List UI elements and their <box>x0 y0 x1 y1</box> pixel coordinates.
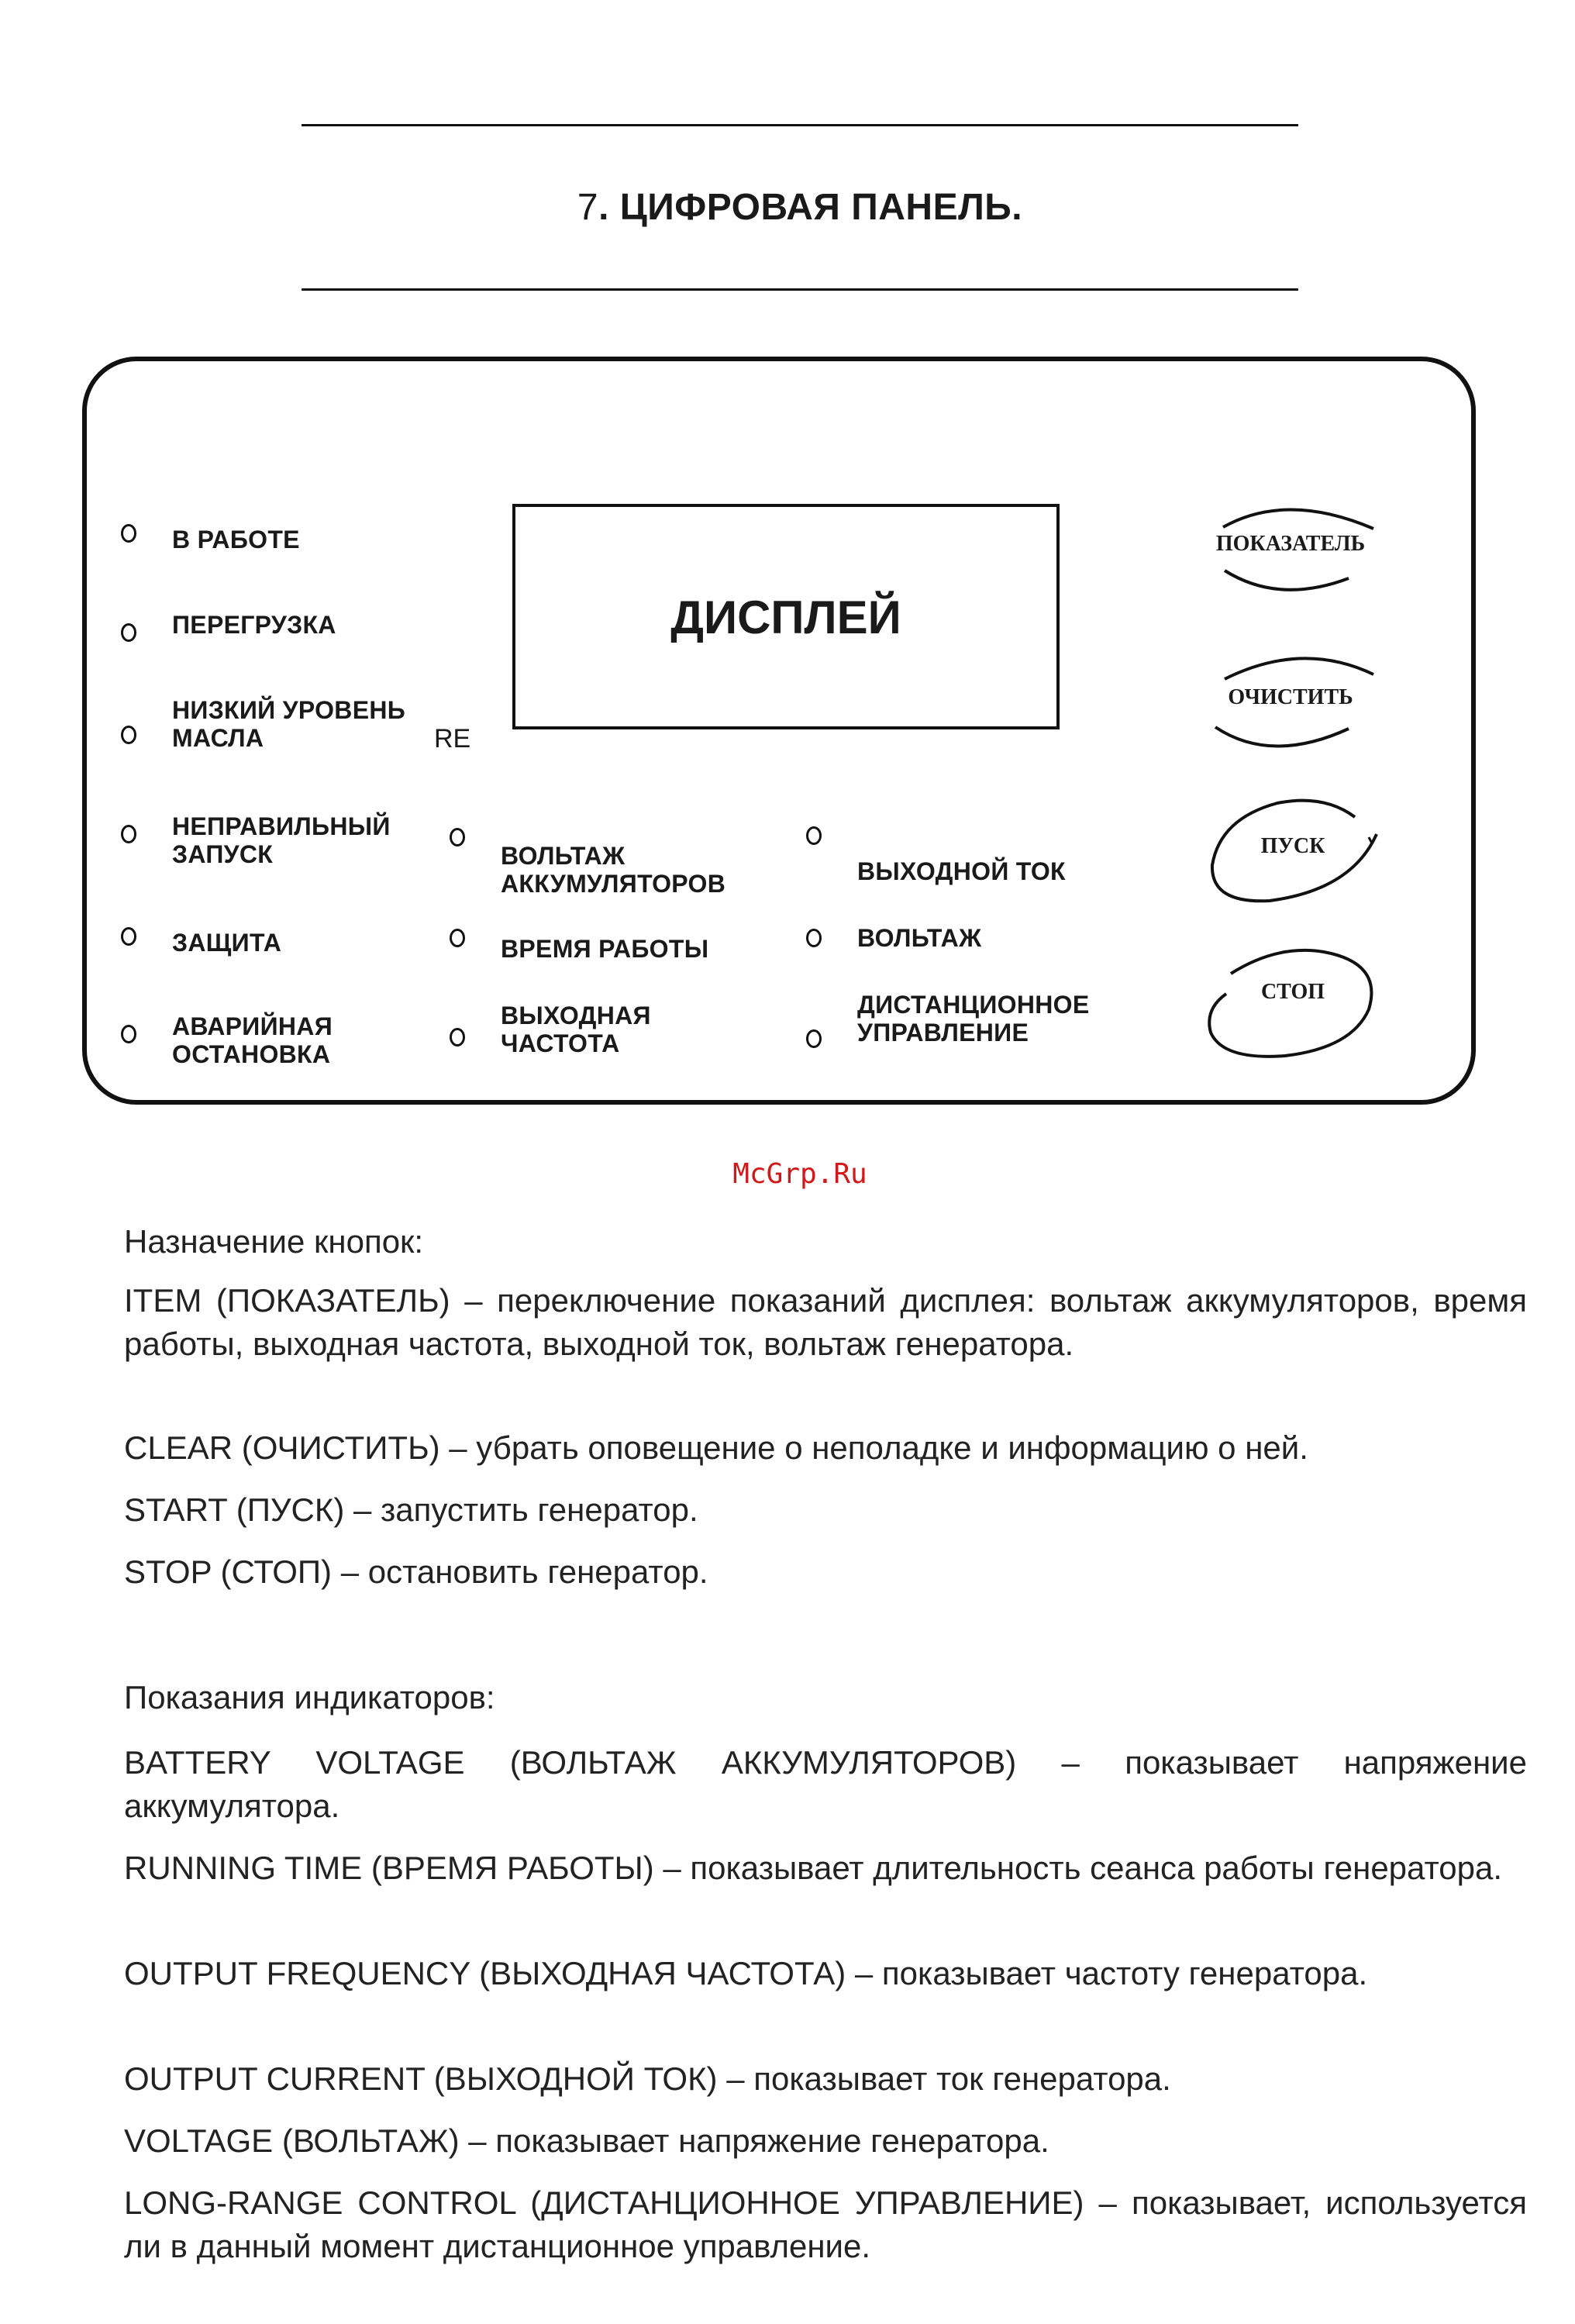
display-screen <box>512 504 1060 729</box>
stop-button-label: СТОП <box>1260 980 1325 1004</box>
item-button[interactable] <box>1194 496 1387 605</box>
display-label: ДИСПЛЕЙ <box>670 591 901 643</box>
re-label: RE <box>434 724 471 753</box>
led-overload <box>121 623 136 642</box>
label-voltage: ВОЛЬТАЖ <box>857 924 982 952</box>
label-output-frequency: ВЫХОДНАЯ ЧАСТОТА <box>501 1002 651 1057</box>
start-button[interactable] <box>1200 788 1386 912</box>
label-remote-control: ДИСТАНЦИОННОЕ УПРАВЛЕНИЕ <box>857 991 1090 1046</box>
clear-button[interactable] <box>1194 643 1387 760</box>
label-battery-voltage: ВОЛЬТАЖ АККУМУЛЯТОРОВ <box>501 842 726 898</box>
led-output-current <box>806 826 822 845</box>
label-output-current: ВЫХОДНОЙ ТОК <box>857 857 1066 885</box>
label-overload: ПЕРЕГРУЗКА <box>172 611 336 639</box>
label-low-oil: НИЗКИЙ УРОВЕНЬ МАСЛА <box>172 696 406 752</box>
led-output-frequency <box>450 1028 465 1046</box>
buttons-clear-desc: CLEAR (ОЧИСТИТЬ) – убрать оповещение о неполадке и информацию о ней. <box>124 1429 1308 1466</box>
indicator-remote-desc: LONG-RANGE CONTROL (ДИСТАНЦИОННОЕ УПРАВЛЕНИЕ) – показывает, используется ли в данный момент дистанционное управление. <box>124 2184 1527 2264</box>
clear-button-label: ОЧИСТИТЬ <box>1228 685 1353 709</box>
led-voltage <box>806 929 822 947</box>
stop-button[interactable] <box>1200 940 1386 1064</box>
led-protection <box>121 927 136 946</box>
indicator-running-time-desc: RUNNING TIME (ВРЕМЯ РАБОТЫ) – показывает длительность сеанса работы генератора. <box>124 1850 1502 1886</box>
led-remote-control <box>806 1029 822 1048</box>
label-wrong-start: НЕПРАВИЛЬНЫЙ ЗАПУСК <box>172 812 391 868</box>
buttons-stop-desc: STOP (СТОП) – остановить генератор. <box>124 1553 708 1590</box>
label-emergency-stop: АВАРИЙНАЯ ОСТАНОВКА <box>172 1012 333 1068</box>
item-button-label: ПОКАЗАТЕЛЬ <box>1215 532 1366 556</box>
led-battery-voltage <box>450 828 465 847</box>
led-wrong-start <box>121 825 136 843</box>
section-title: 7. ЦИФРОВАЯ ПАНЕЛЬ. <box>577 187 1023 228</box>
indicators-heading: Показания индикаторов: <box>124 1679 495 1715</box>
buttons-start-desc: START (ПУСК) – запустить генератор. <box>124 1491 698 1528</box>
indicator-battery-desc: BATTERY VOLTAGE (ВОЛЬТАЖ АККУМУЛЯТОРОВ) – показывает напряжение аккумулятора. <box>124 1744 1527 1824</box>
title-rule-top <box>302 124 1298 126</box>
led-running-time <box>450 929 465 947</box>
watermark: McGrp.Ru <box>732 1158 867 1190</box>
led-running <box>121 524 136 543</box>
indicator-current-desc: OUTPUT CURRENT (ВЫХОДНОЙ ТОК) – показывает ток генератора. <box>124 2060 1171 2097</box>
indicator-frequency-desc: OUTPUT FREQUENCY (ВЫХОДНАЯ ЧАСТОТА) – показывает частоту генератора. <box>124 1955 1368 1991</box>
led-emergency-stop <box>121 1025 136 1043</box>
label-protection: ЗАЩИТА <box>172 929 282 957</box>
start-button-label: ПУСК <box>1260 834 1325 858</box>
led-low-oil <box>121 726 136 744</box>
buttons-heading: Назначение кнопок: <box>124 1223 424 1260</box>
label-running-time: ВРЕМЯ РАБОТЫ <box>501 935 709 963</box>
label-running: В РАБОТЕ <box>172 526 300 553</box>
title-rule-bottom <box>302 288 1298 291</box>
buttons-item-desc: ITEM (ПОКАЗАТЕЛЬ) – переключение показаний дисплея: вольтаж аккумуляторов, время работы, выходная частота, выходной ток, вольтаж генератора. <box>124 1282 1527 1362</box>
indicator-voltage-desc: VOLTAGE (ВОЛЬТАЖ) – показывает напряжение генератора. <box>124 2122 1049 2159</box>
